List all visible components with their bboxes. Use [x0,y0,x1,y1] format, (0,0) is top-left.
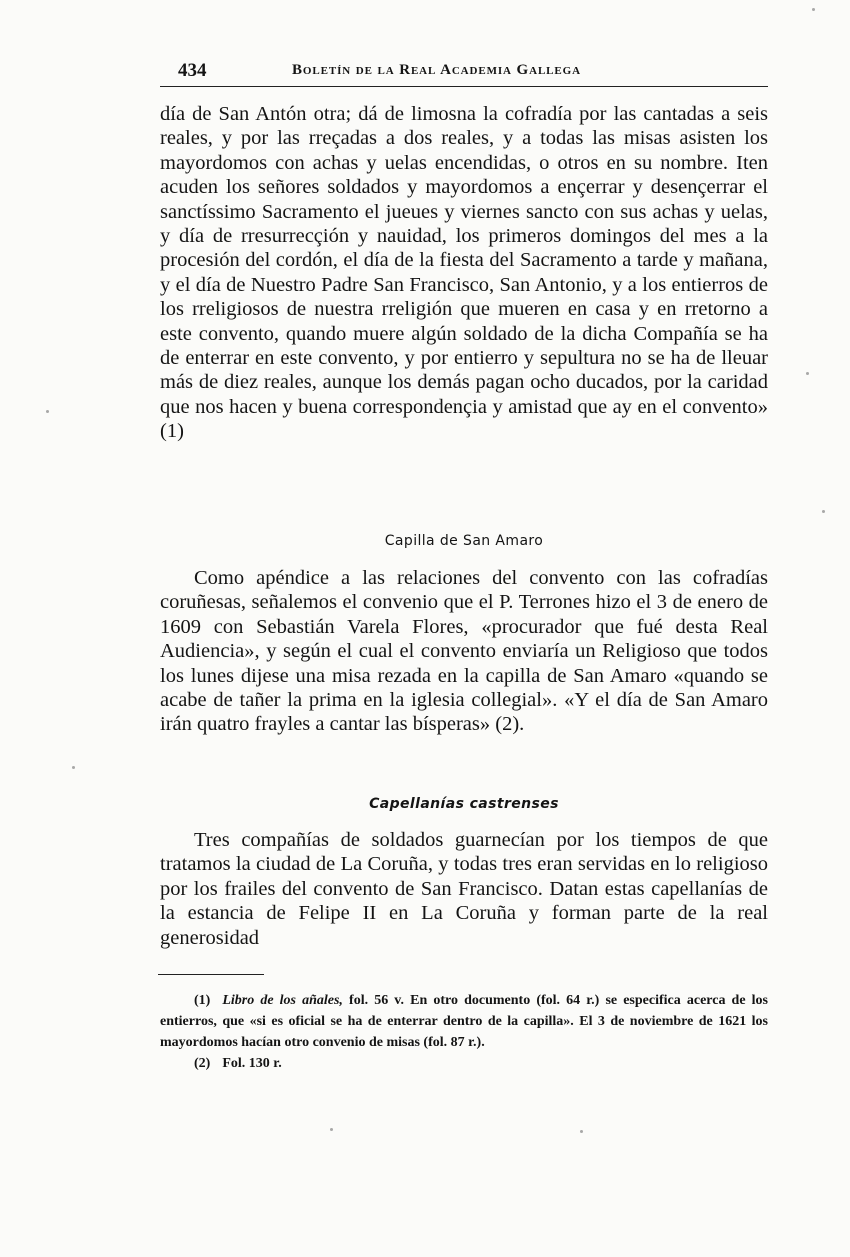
page-number: 434 [178,60,207,81]
footnote-2 [160,1053,768,1074]
paragraph-1: día de San Antón otra; dá de limosna la cofradía por las cantadas a seis reales, y por las rreçadas a dos reales, y a todas las misas asisten los mayordomos con achas y uelas encendidas, o otros en su nombre. Iten acuden los señores soldados y mayordomos a ençerrar y desençerrar el sanctíssimo Sacramento el jueues y viernes sancto con sus achas y uelas, y día de rresurrecçión y nauidad, los primeros domingos del mes a la procesión del cordón, el día de la fiesta del Sacramento a tarde y mañana, y el día de Nuestro Padre San Francisco, San Antonio, y a los entierros de los rreligiosos de nuestra rreligión que mueren en casa y en rretorno a este convento, quando muere algún soldado de la dicha Compañía se ha de enterrar en este convento, y por entierro y sepultura no se ha de lleuar más de diez reales, aunque los demás pagan ocho ducados, por la caridad que nos hacen y buena correspondençia y amistad que ay en el convento» (1) [160,103,768,443]
footnote-source-title: Libro de los añales, [222,993,343,1008]
page-header [160,56,768,87]
footnote-number: (1) [194,993,211,1008]
footnote-text: Fol. 130 r. [222,1056,282,1071]
scan-speck [580,1130,583,1133]
footnote-1 [160,990,768,1053]
scan-speck [72,766,75,769]
footnotes [160,990,768,1074]
paragraph-3: Tres compañías de soldados guarnecían por los tiempos de que tratamos la ciudad de La Coruña, y todas tres eran servidas en lo religioso por los frailes del convento de San Francisco. Datan estas capellanías de la estancia de Felipe II en La Coruña y forman parte de la real generosidad [160,829,768,949]
scan-speck [330,1128,333,1131]
section-heading-capilla: Capilla de San Amaro [384,533,544,549]
section-heading-capellanias: Capellanías castrenses [369,796,559,812]
scan-speck [46,410,49,413]
running-title: Boletín de la Real Academia Gallega [292,62,581,78]
scan-speck [812,8,815,11]
scan-speck [822,510,825,513]
footnote-text: fol. 56 v. En otro documento (fol. 64 r.) se especifica acerca de los entierros, que «si es oficial se ha de enterrar dentro de la capilla». El 3 de noviembre de 1621 los mayordomos hacían otro convenio de misas (fol. 87 r.). [160,993,769,1050]
footnote-number: (2) [194,1056,211,1071]
scan-speck [806,372,809,375]
paragraph-2: Como apéndice a las relaciones del convento con las cofradías coruñesas, señalemos el convenio que el P. Terrones hizo el 3 de enero de 1609 con Sebastián Varela Flores, «procurador que fué desta Real Audiencia», y según el cual el convento enviaría un Religioso que todos los lunes dijese una misa rezada en la capilla de San Amaro «quando se acabe de tañer la prima en la iglesia collegial». «Y el día de San Amaro irán quatro frayles a cantar las bísperas» (2). [160,567,768,736]
footnote-divider [158,974,264,975]
